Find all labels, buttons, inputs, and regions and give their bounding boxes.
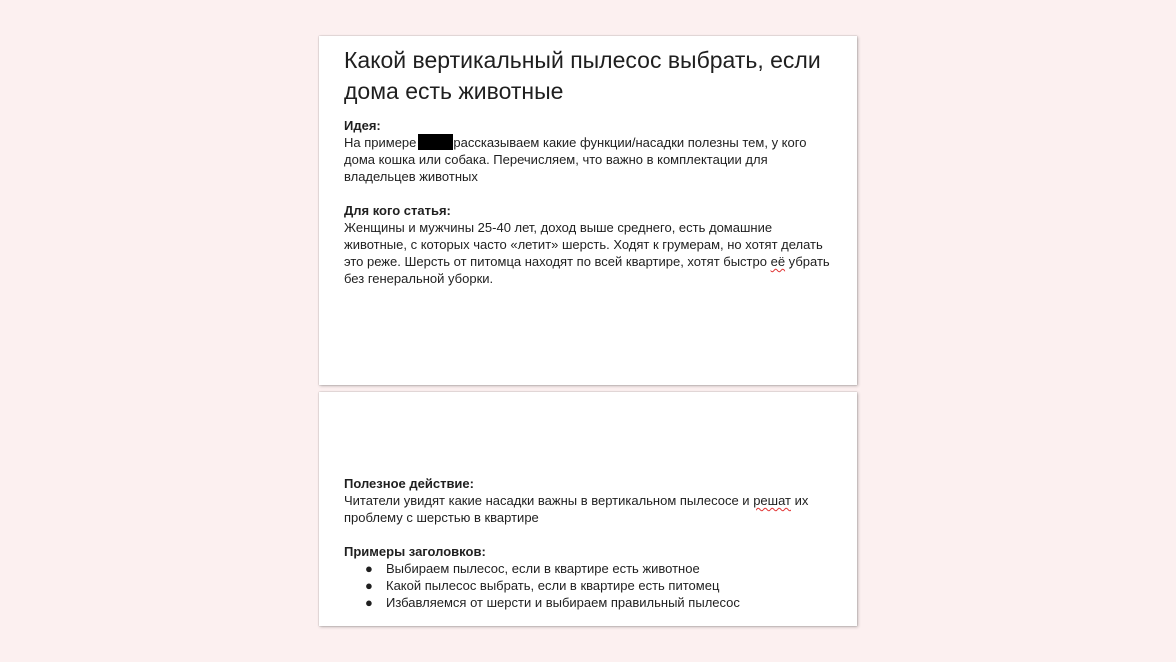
audience-text-before: Женщины и мужчины 25-40 лет, доход выше среднего, есть домашние животные, с которых часто «летит» шерсть. Ходят к грумерам, но хотят делать это реже. Шерсть от питомца находят по всей квартире, хотят быстро (344, 220, 823, 269)
headline-text: Какой пылесос выбрать, если в квартире есть питомец (386, 578, 720, 593)
document-title: Какой вертикальный пылесос выбрать, если дома есть животные (344, 47, 821, 104)
bullet-icon: ● (365, 578, 373, 593)
audience-text-after: убрать без генеральной уборки. (344, 254, 830, 286)
benefit-section (344, 475, 833, 526)
benefit-text (344, 492, 833, 526)
document-page-1 (319, 36, 857, 385)
audience-label: Для кого статья: (344, 203, 451, 218)
benefit-text-before: Читатели увидят какие насадки важны в вертикальном пылесосе и (344, 493, 754, 508)
idea-label: Идея: (344, 118, 381, 133)
spellcheck-flagged-word[interactable]: решат (753, 493, 791, 508)
redacted-block (418, 134, 453, 150)
document-page-2 (319, 392, 857, 626)
idea-section (344, 117, 833, 185)
headline-text: Выбираем пылесос, если в квартире есть животное (386, 561, 700, 576)
list-item (365, 560, 833, 577)
list-item (365, 594, 833, 611)
benefit-label: Полезное действие: (344, 476, 474, 491)
idea-text-after: рассказываем какие функции/насадки полезны тем, у кого дома кошка или собака. Перечисляем, что важно в комплектации для владельцев животных (344, 135, 807, 184)
bullet-icon: ● (365, 561, 373, 576)
idea-text-before: На примере (344, 135, 417, 150)
bullet-icon: ● (365, 595, 373, 610)
audience-text (344, 219, 833, 287)
headline-text: Избавляемся от шерсти и выбираем правильный пылесос (386, 595, 740, 610)
headlines-section (344, 543, 833, 611)
spellcheck-flagged-word[interactable]: её (770, 254, 786, 269)
benefit-text-after: их проблему с шерстью в квартире (344, 493, 809, 525)
headlines-label: Примеры заголовков: (344, 544, 486, 559)
headlines-list (344, 560, 833, 611)
idea-text (344, 134, 833, 185)
list-item (365, 577, 833, 594)
audience-section (344, 202, 833, 287)
